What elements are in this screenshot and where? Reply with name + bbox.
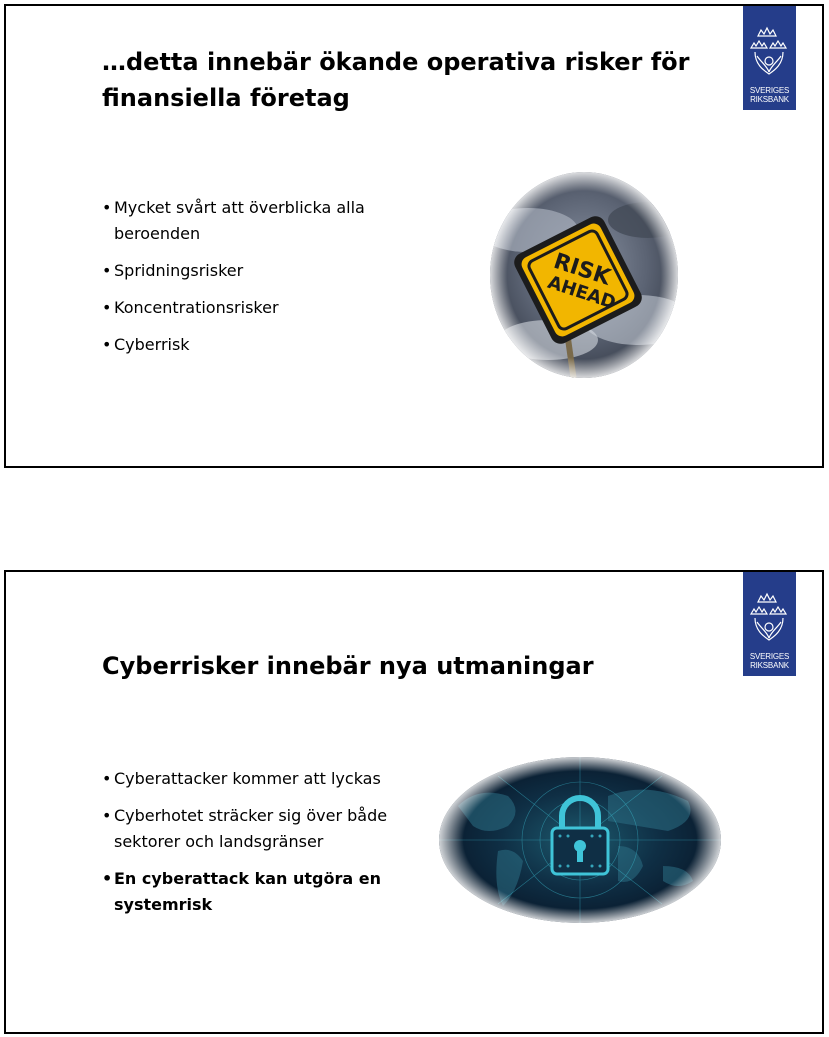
bullet-item — [102, 195, 402, 247]
bullet-dot: • — [102, 198, 112, 217]
bullet-dot: • — [102, 335, 112, 354]
crown-emblem-icon — [743, 572, 796, 652]
bullet-text: Cyberattacker kommer att lyckas — [114, 769, 381, 788]
bullet-dot: • — [102, 261, 112, 280]
crown-emblem-icon — [743, 6, 796, 86]
bullet-text: En cyberattack kan utgöra en systemrisk — [114, 869, 381, 914]
slide-1 — [4, 4, 824, 468]
riksbank-logo — [743, 572, 796, 676]
bullet-text: Mycket svårt att överblicka alla beroenden — [114, 198, 365, 243]
logo-text-line1: SVERIGES — [749, 86, 790, 95]
bullet-item — [102, 332, 402, 358]
bullet-dot: • — [102, 298, 112, 317]
bullet-text: Koncentrationsrisker — [114, 298, 279, 317]
slide-title: Cyberrisker innebär nya utmaningar — [102, 652, 594, 680]
bullet-item — [102, 866, 402, 918]
bullet-list — [102, 195, 402, 369]
bullet-item — [102, 295, 402, 321]
bullet-item — [102, 258, 402, 284]
bullet-dot: • — [102, 869, 113, 888]
bullet-item — [102, 766, 402, 792]
cyber-padlock-world-image — [438, 756, 722, 924]
risk-ahead-sign-image — [488, 170, 680, 380]
bullet-text: Spridningsrisker — [114, 261, 244, 280]
bullet-list — [102, 766, 402, 929]
slide-title: …detta innebär ökande operativa risker för finansiella företag — [102, 48, 690, 112]
bullet-text: Cyberhotet sträcker sig över både sektorer och landsgränser — [114, 806, 388, 851]
slide-2 — [4, 570, 824, 1034]
logo-text-line1: SVERIGES — [749, 652, 790, 661]
bullet-dot: • — [102, 769, 112, 788]
riksbank-logo — [743, 6, 796, 110]
bullet-dot: • — [102, 806, 112, 825]
bullet-item — [102, 803, 402, 855]
logo-text-line2: RIKSBANK — [750, 661, 789, 670]
bullet-text: Cyberrisk — [114, 335, 190, 354]
logo-text-line2: RIKSBANK — [750, 95, 789, 104]
